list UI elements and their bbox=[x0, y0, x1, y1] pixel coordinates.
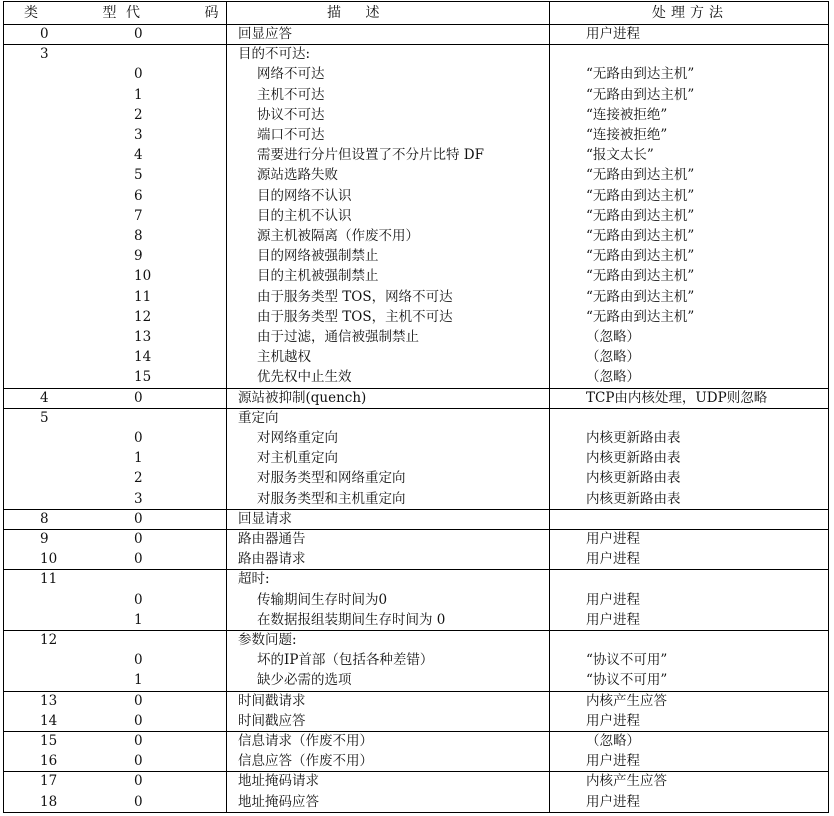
description-cell: 对服务类型和主机重定向 bbox=[257, 490, 406, 507]
type-cell: 10 bbox=[40, 551, 58, 568]
handling-cell: 用户进程 bbox=[586, 611, 640, 628]
description-cell: 坏的IP首部（包括各种差错） bbox=[257, 652, 434, 669]
handling-cell: 用户进程 bbox=[586, 793, 640, 810]
description-cell: 地址掩码应答 bbox=[238, 793, 319, 810]
handling-cell: 内核更新路由表 bbox=[586, 430, 681, 446]
table-row bbox=[4, 489, 828, 509]
table-row bbox=[4, 670, 828, 690]
description-cell: 主机越权 bbox=[257, 349, 311, 366]
description-cell: 目的不可达: bbox=[238, 46, 311, 63]
table-row bbox=[4, 771, 828, 791]
code-cell: 15 bbox=[134, 369, 152, 386]
table-row bbox=[4, 44, 828, 64]
table-row bbox=[4, 165, 828, 185]
code-cell: 0 bbox=[134, 591, 143, 608]
code-cell: 0 bbox=[134, 692, 143, 709]
description-cell: 目的网络被强制禁止 bbox=[257, 248, 379, 265]
handling-cell: 用户进程 bbox=[586, 26, 640, 42]
handling-cell: “报文太长” bbox=[586, 147, 654, 164]
handling-cell: 内核更新路由表 bbox=[586, 450, 681, 467]
handling-cell: （忽略） bbox=[586, 329, 640, 345]
code-cell: 5 bbox=[134, 167, 143, 184]
description-cell: 由于服务类型 TOS，网络不可达 bbox=[257, 288, 453, 305]
table-row bbox=[4, 610, 828, 630]
description-cell: 目的主机不认识 bbox=[257, 207, 352, 224]
handling-cell: 内核产生应答 bbox=[586, 773, 667, 790]
description-cell: 地址掩码请求 bbox=[238, 773, 319, 790]
table-row bbox=[4, 145, 828, 165]
table-row bbox=[4, 388, 828, 408]
header-description: 描 述 bbox=[327, 5, 390, 21]
table-row bbox=[4, 105, 828, 125]
handling-cell: “连接被拒绝” bbox=[586, 127, 668, 143]
table-row bbox=[4, 751, 828, 771]
description-cell: 主机不可达 bbox=[257, 86, 325, 103]
description-cell: 路由器请求 bbox=[238, 551, 306, 568]
code-cell: 0 bbox=[134, 510, 143, 527]
description-cell: 对主机重定向 bbox=[257, 450, 338, 467]
description-cell: 优先权中止生效 bbox=[257, 369, 352, 386]
description-cell: 网络不可达 bbox=[257, 66, 325, 83]
code-cell: 4 bbox=[134, 147, 143, 164]
table-row bbox=[4, 226, 828, 246]
handling-cell: “无路由到达主机” bbox=[586, 167, 695, 184]
icmp-type-table bbox=[3, 1, 829, 813]
handling-cell: “无路由到达主机” bbox=[586, 288, 695, 305]
description-cell: 由于过滤，通信被强制禁止 bbox=[257, 329, 419, 345]
description-cell: 信息请求（作废不用） bbox=[238, 733, 373, 749]
description-cell: 协议不可达 bbox=[257, 106, 325, 123]
type-cell: 8 bbox=[40, 510, 49, 527]
table-row bbox=[4, 569, 828, 589]
code-cell: 0 bbox=[134, 733, 143, 749]
code-cell: 0 bbox=[134, 793, 143, 810]
description-cell: 由于服务类型 TOS，主机不可达 bbox=[257, 308, 453, 325]
description-cell: 参数问题: bbox=[238, 632, 297, 648]
table-row bbox=[4, 549, 828, 569]
handling-cell: “无路由到达主机” bbox=[586, 308, 695, 325]
code-cell: 9 bbox=[134, 248, 143, 265]
description-cell: 源主机被隔离（作废不用） bbox=[257, 228, 419, 244]
table-row bbox=[4, 186, 828, 206]
table-row bbox=[4, 307, 828, 327]
code-cell: 0 bbox=[134, 430, 143, 446]
table-row bbox=[4, 64, 828, 84]
code-cell: 10 bbox=[134, 268, 152, 285]
description-cell: 时间戳请求 bbox=[238, 692, 306, 709]
description-cell: 路由器通告 bbox=[238, 531, 306, 547]
handling-cell: TCP由内核处理，UDP则忽略 bbox=[586, 389, 768, 406]
code-cell: 6 bbox=[134, 187, 143, 204]
code-cell: 0 bbox=[134, 652, 143, 669]
code-cell: 1 bbox=[134, 86, 143, 103]
code-cell: 0 bbox=[134, 531, 143, 547]
table-row bbox=[4, 691, 828, 711]
handling-cell: “连接被拒绝” bbox=[586, 106, 668, 123]
header-handling: 处理方法 bbox=[652, 5, 728, 21]
code-cell: 8 bbox=[134, 228, 143, 244]
description-cell: 在数据报组装期间生存时间为 0 bbox=[257, 611, 446, 628]
description-cell: 源站被抑制(quench) bbox=[238, 389, 367, 406]
type-cell: 14 bbox=[40, 712, 58, 729]
description-cell: 回显应答 bbox=[238, 26, 292, 42]
handling-cell: 内核更新路由表 bbox=[586, 490, 681, 507]
type-cell: 15 bbox=[40, 733, 58, 749]
table-row bbox=[4, 24, 828, 44]
type-cell: 12 bbox=[40, 632, 58, 648]
table-row bbox=[4, 650, 828, 670]
code-cell: 1 bbox=[134, 450, 143, 467]
description-cell: 需要进行分片但设置了不分片比特 DF bbox=[257, 147, 484, 164]
table-row bbox=[4, 792, 828, 812]
table-row bbox=[4, 529, 828, 549]
code-cell: 11 bbox=[134, 288, 152, 305]
table-row bbox=[4, 590, 828, 610]
type-cell: 4 bbox=[40, 389, 49, 406]
code-cell: 1 bbox=[134, 672, 143, 689]
type-cell: 11 bbox=[40, 571, 58, 588]
table-row bbox=[4, 731, 828, 751]
header-code: 代 码 bbox=[126, 5, 249, 21]
code-cell: 3 bbox=[134, 490, 143, 507]
handling-cell: 用户进程 bbox=[586, 591, 640, 608]
table-row bbox=[4, 468, 828, 488]
description-cell: 信息应答（作废不用） bbox=[238, 753, 373, 770]
code-cell: 2 bbox=[134, 470, 143, 487]
handling-cell: “无路由到达主机” bbox=[586, 228, 695, 244]
description-cell: 端口不可达 bbox=[257, 127, 325, 143]
handling-cell: “无路由到达主机” bbox=[586, 248, 695, 265]
type-cell: 5 bbox=[40, 409, 49, 426]
table-row bbox=[4, 428, 828, 448]
code-cell: 7 bbox=[134, 207, 143, 224]
description-cell: 对服务类型和网络重定向 bbox=[257, 470, 406, 487]
type-cell: 16 bbox=[40, 753, 58, 770]
code-cell: 2 bbox=[134, 106, 143, 123]
handling-cell: “协议不可用” bbox=[586, 672, 668, 689]
handling-cell: （忽略） bbox=[586, 369, 640, 386]
description-cell: 重定向 bbox=[238, 409, 279, 426]
description-cell: 对网络重定向 bbox=[257, 430, 338, 446]
table-row bbox=[4, 509, 828, 529]
handling-cell: （忽略） bbox=[586, 349, 640, 366]
handling-cell: “无路由到达主机” bbox=[586, 268, 695, 285]
table-row bbox=[4, 347, 828, 367]
description-cell: 目的主机被强制禁止 bbox=[257, 268, 379, 285]
code-cell: 0 bbox=[134, 773, 143, 790]
code-cell: 0 bbox=[134, 753, 143, 770]
description-cell: 时间戳应答 bbox=[238, 712, 306, 729]
table-header bbox=[4, 2, 828, 25]
description-cell: 缺少必需的选项 bbox=[257, 672, 352, 689]
table-row bbox=[4, 125, 828, 145]
handling-cell: “无路由到达主机” bbox=[586, 86, 695, 103]
handling-cell: 用户进程 bbox=[586, 551, 640, 568]
handling-cell: 内核产生应答 bbox=[586, 692, 667, 709]
type-cell: 18 bbox=[40, 793, 58, 810]
type-cell: 0 bbox=[40, 26, 49, 42]
code-cell: 0 bbox=[134, 712, 143, 729]
code-cell: 3 bbox=[134, 127, 143, 143]
code-cell: 0 bbox=[134, 551, 143, 568]
table-row bbox=[4, 266, 828, 286]
table-row bbox=[4, 711, 828, 731]
table-row bbox=[4, 85, 828, 105]
code-cell: 0 bbox=[134, 389, 143, 406]
code-cell: 1 bbox=[134, 611, 143, 628]
description-cell: 目的网络不认识 bbox=[257, 187, 352, 204]
handling-cell: 用户进程 bbox=[586, 753, 640, 770]
header-type: 类 型 bbox=[24, 5, 147, 21]
type-cell: 13 bbox=[40, 692, 58, 709]
code-cell: 0 bbox=[134, 66, 143, 83]
table-row bbox=[4, 448, 828, 468]
table-row bbox=[4, 246, 828, 266]
table-row bbox=[4, 630, 828, 650]
code-cell: 14 bbox=[134, 349, 152, 366]
handling-cell: “无路由到达主机” bbox=[586, 207, 695, 224]
handling-cell: 用户进程 bbox=[586, 531, 640, 547]
type-cell: 3 bbox=[40, 46, 49, 63]
description-cell: 传输期间生存时间为0 bbox=[257, 591, 388, 608]
handling-cell: （忽略） bbox=[586, 733, 640, 749]
handling-cell: “协议不可用” bbox=[586, 652, 668, 669]
handling-cell: “无路由到达主机” bbox=[586, 187, 695, 204]
handling-cell: 用户进程 bbox=[586, 712, 640, 729]
code-cell: 0 bbox=[134, 26, 143, 42]
code-cell: 12 bbox=[134, 308, 152, 325]
type-cell: 9 bbox=[40, 531, 49, 547]
description-cell: 回显请求 bbox=[238, 510, 292, 527]
description-cell: 超时: bbox=[238, 571, 270, 588]
table-row bbox=[4, 287, 828, 307]
type-cell: 17 bbox=[40, 773, 58, 790]
handling-cell: 内核更新路由表 bbox=[586, 470, 681, 487]
code-cell: 13 bbox=[134, 329, 152, 345]
description-cell: 源站选路失败 bbox=[257, 167, 338, 184]
table-row bbox=[4, 367, 828, 387]
table-row bbox=[4, 327, 828, 347]
handling-cell: “无路由到达主机” bbox=[586, 66, 695, 83]
table-row bbox=[4, 408, 828, 428]
table-row bbox=[4, 206, 828, 226]
